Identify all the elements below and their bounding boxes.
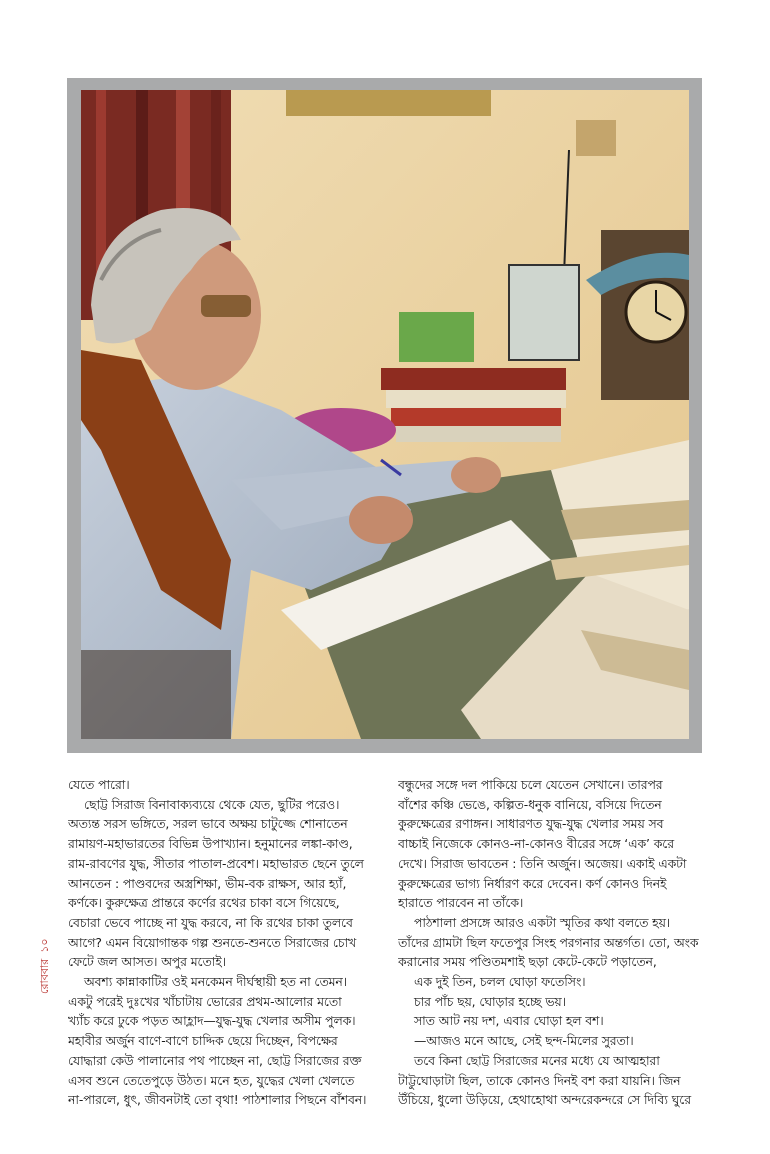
text-line: অত্যন্ত সরস ভঙ্গিতে, সরল ভাবে অক্ষয় চাটুজ্জে শোনাতেন <box>68 816 348 832</box>
text-line: অবশ্য কান্নাকাটির ওই মনকেমন দীর্ঘস্থায়ী হত না তেমন। <box>84 974 348 990</box>
text-line: বন্ধুদের সঙ্গে দল পাকিয়ে চলে যেতেন সেখানে। তারপর <box>398 777 663 792</box>
text-column-left <box>68 775 373 1110</box>
text-line: যেতে পারো। <box>68 777 130 792</box>
text-line: এক দুই তিন, চলল ঘোড়া ফতেসিং। <box>414 974 586 990</box>
text-column-right <box>398 775 704 1110</box>
text-line: ছোট্ট সিরাজ বিনাবাক্যব্যয়ে থেকে যেত, ছুটির পরেও। <box>84 796 340 812</box>
page-folio <box>36 940 50 1000</box>
text-line: খ্যাঁচ করে ঢুকে পড়ত আহ্লাদ—যুদ্ধ-যুদ্ধ খেলার অসীম পুলক। <box>68 1013 356 1029</box>
text-line: যোদ্ধারা কেউ পালানোর পথ পাচ্ছেন না, ছোট্ট সিরাজের রক্ত <box>68 1052 362 1068</box>
text-line: দেখে। সিরাজ ভাবতেন : তিনি অর্জুন। অজেয়। একাই একটা <box>398 855 687 871</box>
text-line: বাঁশের কঞ্চি ভেঙে, কল্পিত-ধনুক বানিয়ে, বসিয়ে দিতেন <box>398 796 662 812</box>
text-line: টাট্টুঘোড়াটা ছিল, তাকে কোনও দিনই বশ করা যায়নি। জিন <box>398 1072 681 1088</box>
magazine-name: রোববার <box>38 958 51 994</box>
text-line: কর্ণকে। কুরুক্ষেত্র প্রান্তরে কর্ণের রথের চাকা বসে গিয়েছে, <box>68 895 340 911</box>
text-line: চার পাঁচ ছয়, ঘোড়ার হচ্ছে ভয়। <box>414 993 566 1009</box>
text-line: রাম-রাবণের যুদ্ধ, সীতার পাতাল-প্রবেশ। মহাভারত ছেনে তুলে <box>68 855 364 871</box>
text-line: সাত আট নয় দশ, এবার ঘোড়া হল বশ। <box>414 1013 604 1029</box>
photo-frame <box>67 78 702 753</box>
text-line: মহাবীর অর্জুন বাণে-বাণে চাদ্দিক ছেয়ে দিচ্ছেন, বিপক্ষের <box>68 1033 338 1049</box>
text-line: বেচারা ভেবে পাচ্ছে না যুদ্ধ করবে, না কি রথের চাকা তুলবে <box>68 914 353 930</box>
text-line: একটু পরেই দুঃখের খাঁচাটায় ভোরের প্রথম-আলোর মতো <box>68 993 342 1009</box>
text-line: না-পারলে, ধুৎ, জীবনটাই তো বৃথা! পাঠশালার পিছনে বাঁশবন। <box>68 1092 367 1108</box>
text-line: তবে কিনা ছোট্ট সিরাজের মনের মধ্যে যে আত্মহারা <box>414 1052 660 1068</box>
text-line: ফেটে জল আসত। অপুর মতোই। <box>68 954 226 970</box>
text-line: বাচ্চাই নিজেকে কোনও-না-কোনও বীরের সঙ্গে ‘এক’ করে <box>398 836 674 852</box>
page-number: ১০ <box>38 938 51 953</box>
text-line: উঁচিয়ে, ধুলো উড়িয়ে, হেথাহোথা অন্দরেকন্দরে সে দিব্যি ঘুরে <box>398 1092 691 1108</box>
text-line: হারাতে পারবেন না তাঁকে। <box>398 895 524 911</box>
photo-illustration <box>81 90 689 739</box>
text-line: কুরুক্ষেত্রের রণাঙ্গন। সাধারণত যুদ্ধ-যুদ্ধ খেলার সময় সব <box>398 816 664 832</box>
text-line: করানোর সময় পণ্ডিতমশাই ছড়া কেটে-কেটে পড়াতেন, <box>398 954 657 970</box>
photo-of-writer-at-desk <box>81 90 689 739</box>
wall-picture <box>286 90 491 116</box>
text-line: কুরুক্ষেত্রের ভাগ্য নির্ধারণ করে দেবেন। কর্ণ কোনও দিনই <box>398 875 667 891</box>
text-line: —আজও মনে আছে, সেই ছন্দ-মিলের সুরতা। <box>414 1033 634 1049</box>
text-line: তাঁদের গ্রামটা ছিল ফতেপুর সিংহ পরগনার অন্তর্গত। তো, অংক <box>398 934 699 950</box>
text-line: এসব শুনে তেতেপুড়ে উঠত। মনে হত, যুদ্ধের খেলা খেলতে <box>68 1072 355 1088</box>
text-line: আনতেন : পাণ্ডবদের অস্ত্রশিক্ষা, ভীম-বক রাক্ষস, আর হ্যাঁ, <box>68 875 347 891</box>
text-line: পাঠশালা প্রসঙ্গে আরও একটা স্মৃতির কথা বলতে হয়। <box>414 914 671 930</box>
text-line: আগে? এমন বিয়োগান্তক গল্প শুনতে-শুনতে সিরাজের চোখ <box>68 934 357 950</box>
text-line: রামায়ণ-মহাভারতের বিভিন্ন উপাখ্যান। হনুমানের লঙ্কা-কাণ্ড, <box>68 836 353 852</box>
glasses <box>201 295 251 317</box>
